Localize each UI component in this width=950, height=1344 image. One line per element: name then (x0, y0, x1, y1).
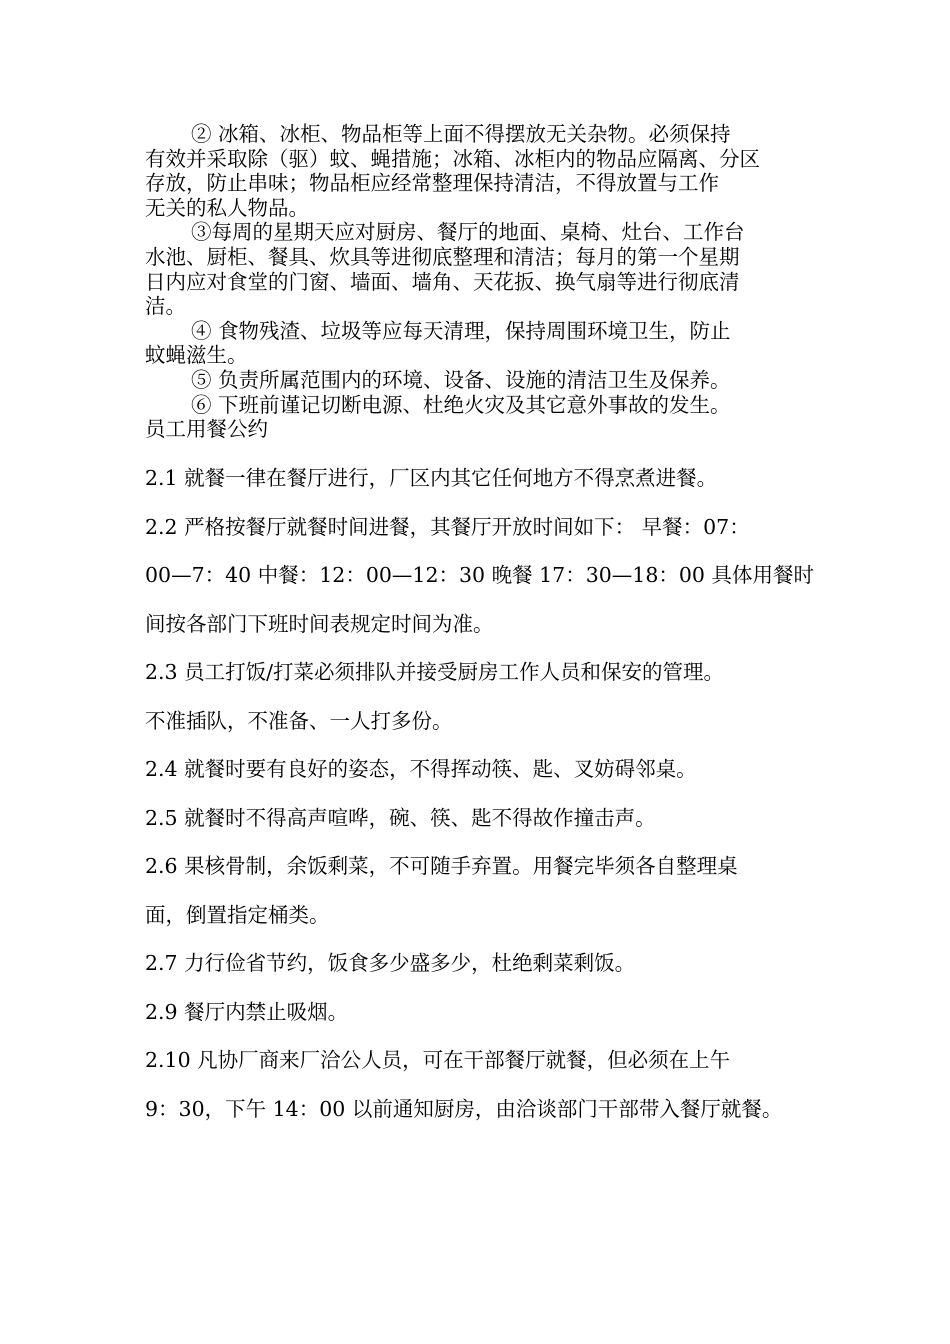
item-2-line: ② 冰箱、冰柜、物品柜等上面不得摆放无关杂物。必须保持 (191, 122, 731, 146)
rule-line: 2.3 员工打饭/打菜必须排队并接受厨房工作人员和保安的管理。 (145, 660, 725, 684)
rule-line: 2.10 凡协厂商来厂洽公人员，可在干部餐厅就餐，但必须在上午 (145, 1048, 731, 1072)
item-2-line: 有效并采取除（驱）蚊、蝇措施；冰箱、冰柜内的物品应隔离、分区 (145, 146, 760, 171)
item-4-line: ④ 食物残渣、垃圾等应每天清理，保持周围环境卫生，防止 (191, 318, 731, 343)
rule-line: 面，倒置指定桶类。 (145, 902, 330, 927)
rule-line: 2.4 就餐时要有良好的姿态，不得挥动筷、匙、叉妨碍邻桌。 (145, 757, 697, 781)
rule-line: 2.5 就餐时不得高声喧哗，碗、筷、匙不得故作撞击声。 (145, 805, 656, 830)
item-4-line: 蚊蝇滋生。 (145, 343, 248, 368)
rule-line: 9：30，下午 14：00 以前通知厨房，由洽谈部门干部带入餐厅就餐。 (145, 1096, 783, 1121)
rule-line: 2.2 严格按餐厅就餐时间进餐，其餐厅开放时间如下： 早餐：07： (145, 514, 750, 539)
rule-line: 00—7：40 中餐：12：00—12：30 晚餐 17：30—18：00 具体用餐时 (145, 563, 814, 587)
item-3-line: 日内应对食堂的门窗、墙面、墙角、天花扳、换气扇等进行彻底清 (145, 269, 740, 294)
item-3-line: 水池、厨柜、餐具、炊具等进彻底整理和清洁；每月的第一个星期 (145, 244, 740, 269)
item-3-line: ③每周的星期天应对厨房、餐厅的地面、桌椅、灶台、工作台 (191, 220, 745, 245)
rule-line: 2.1 就餐一律在餐厅进行，厂区内其它任何地方不得烹煮进餐。 (145, 466, 718, 490)
rule-line: 2.6 果核骨制，余饭剩菜，不可随手弃置。用餐完毕须各自整理桌 (145, 854, 738, 878)
hygiene-items (145, 122, 810, 442)
rule-line: 2.7 力行俭省节约，饭食多少盛多少，杜绝剩菜剩饭。 (145, 951, 636, 975)
rule-line: 间按各部门下班时间表规定时间为准。 (145, 611, 494, 636)
rule-line: 2.9 餐厅内禁止吸烟。 (145, 999, 349, 1024)
section-title: 员工用餐公约 (145, 417, 268, 442)
item-2-line: 存放，防止串味；物品柜应经常整理保持清洁，不得放置与工作 (145, 171, 719, 196)
rule-line: 不准插队，不准备、一人打多份。 (145, 708, 453, 733)
item-2-line: 无关的私人物品。 (145, 195, 309, 220)
item-3-line: 洁。 (145, 294, 186, 319)
item-6-line: ⑥ 下班前谨记切断电源、杜绝火灾及其它意外事故的发生。 (191, 392, 731, 417)
item-5-line: ⑤ 负责所属范围内的环境、设备、设施的清洁卫生及保养。 (191, 367, 731, 392)
dining-rules (145, 454, 845, 1133)
